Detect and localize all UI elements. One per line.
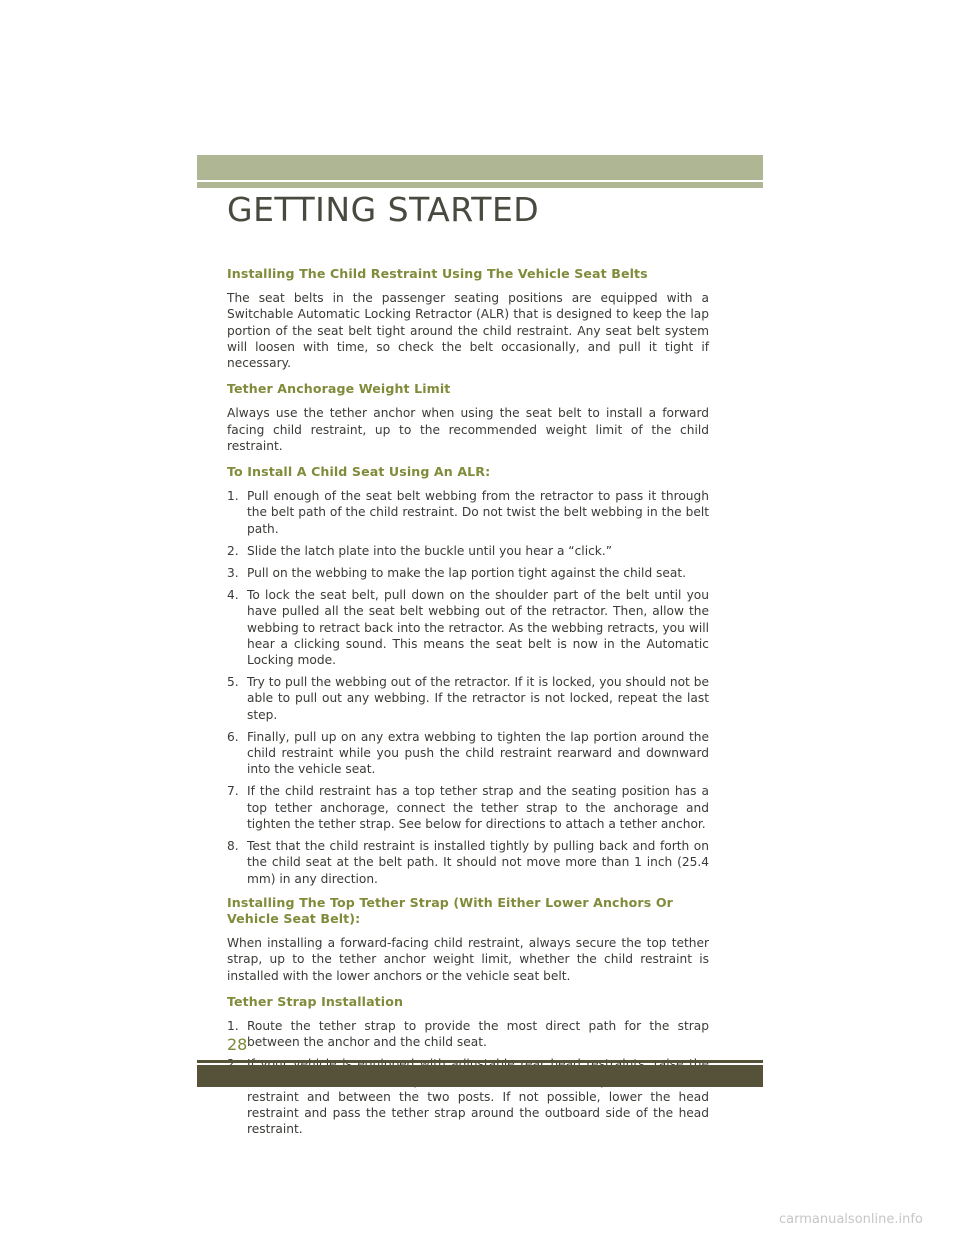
paragraph-seat-belts: The seat belts in the passenger seating positions are equipped with a Switchable Automatic Locking Retractor (ALR) that is designed to keep the lap portion of the seat belt tight around the child restraint. Any seat belt system will loosen with time, so check the belt occasionally, and pull it tight if necessary.: [227, 291, 709, 371]
step-number: 2.: [227, 543, 239, 558]
step-text: Route the tether strap to provide the most direct path for the strap between the anchor and the child seat.: [247, 1018, 709, 1050]
step-text: Try to pull the webbing out of the retractor. If it is locked, you should not be able to pull out any webbing. If the retractor is not locked, repeat the last step.: [247, 675, 709, 722]
watermark: carmanualsonline.info: [779, 1212, 923, 1227]
list-item: [227, 587, 709, 668]
list-item: [227, 729, 709, 778]
step-number: 6.: [227, 729, 239, 744]
paragraph-tether-weight: Always use the tether anchor when using the seat belt to install a forward facing child restraint, up to the recommended weight limit of the child restraint.: [227, 406, 709, 453]
list-item: [227, 783, 709, 832]
step-text: Slide the latch plate into the buckle until you hear a “click.”: [247, 543, 613, 558]
paragraph-top-tether: When installing a forward-facing child restraint, always secure the top tether strap, up to the tether anchor weight limit, whether the child restraint is installed with the lower anchors or the vehicle seat belt.: [227, 936, 709, 983]
list-item: [227, 565, 709, 581]
page-number: 28: [227, 1035, 248, 1054]
heading-alr-install: To Install A Child Seat Using An ALR:: [227, 464, 491, 480]
step-text: restraint and between the two posts. If not possible, lower the head restraint and pass the tether strap around the outboard side of the head restraint.: [247, 1089, 709, 1137]
step-text: Pull on the webbing to make the lap portion tight against the child seat.: [247, 566, 687, 581]
step-number: 8.: [227, 839, 239, 854]
footer-band: [197, 1065, 763, 1087]
page-content: [227, 266, 709, 1145]
heading-tether-weight: Tether Anchorage Weight Limit: [227, 381, 451, 397]
list-item: [227, 543, 709, 559]
alr-steps-list: [227, 488, 709, 886]
list-item: [227, 838, 709, 887]
header-band: [197, 155, 763, 180]
step-text: Pull enough of the seat belt webbing from the retractor to pass it through the belt path of the child restraint. Do not twist the belt webbing in the belt path.: [247, 489, 709, 536]
heading-top-tether: Installing The Top Tether Strap (With Either Lower Anchors Or Vehicle Seat Belt):: [227, 894, 673, 926]
heading-seat-belts: Installing The Child Restraint Using The Vehicle Seat Belts: [227, 266, 648, 281]
step-number: 1.: [227, 1018, 239, 1033]
step-number: 7.: [227, 784, 239, 799]
step-number: 3.: [227, 566, 239, 581]
section-title: GETTING STARTED: [227, 190, 540, 229]
footer-rule: [197, 1060, 763, 1063]
step-text: To lock the seat belt, pull down on the shoulder part of the belt until you have pulled all the seat belt webbing out of the retractor. Then, allow the webbing to retract back into the retractor. As the webbing retracts, you will hear a clicking sound. This means the seat belt is now in the Automatic Locking mode.: [247, 588, 709, 668]
step-number: 5.: [227, 675, 239, 690]
step-text: If the child restraint has a top tether strap and the seating position has a top tether anchorage, connect the tether strap to the anchorage and tighten the tether strap. See below for directions to attach a tether anchor.: [247, 784, 709, 831]
list-item: [227, 1018, 709, 1050]
heading-tether-strap-install: Tether Strap Installation: [227, 993, 404, 1009]
list-item: [227, 674, 709, 723]
step-text: Finally, pull up on any extra webbing to tighten the lap portion around the child restraint while you push the child restraint rearward and downward into the vehicle seat.: [247, 729, 709, 777]
step-text: Test that the child restraint is installed tightly by pulling back and forth on the child seat at the belt path. It should not move more than 1 inch (25.4 mm) in any direction.: [247, 839, 709, 886]
list-item: [227, 488, 709, 537]
header-rule: [197, 182, 763, 188]
step-number: 1.: [227, 489, 239, 504]
step-number: 4.: [227, 588, 239, 603]
